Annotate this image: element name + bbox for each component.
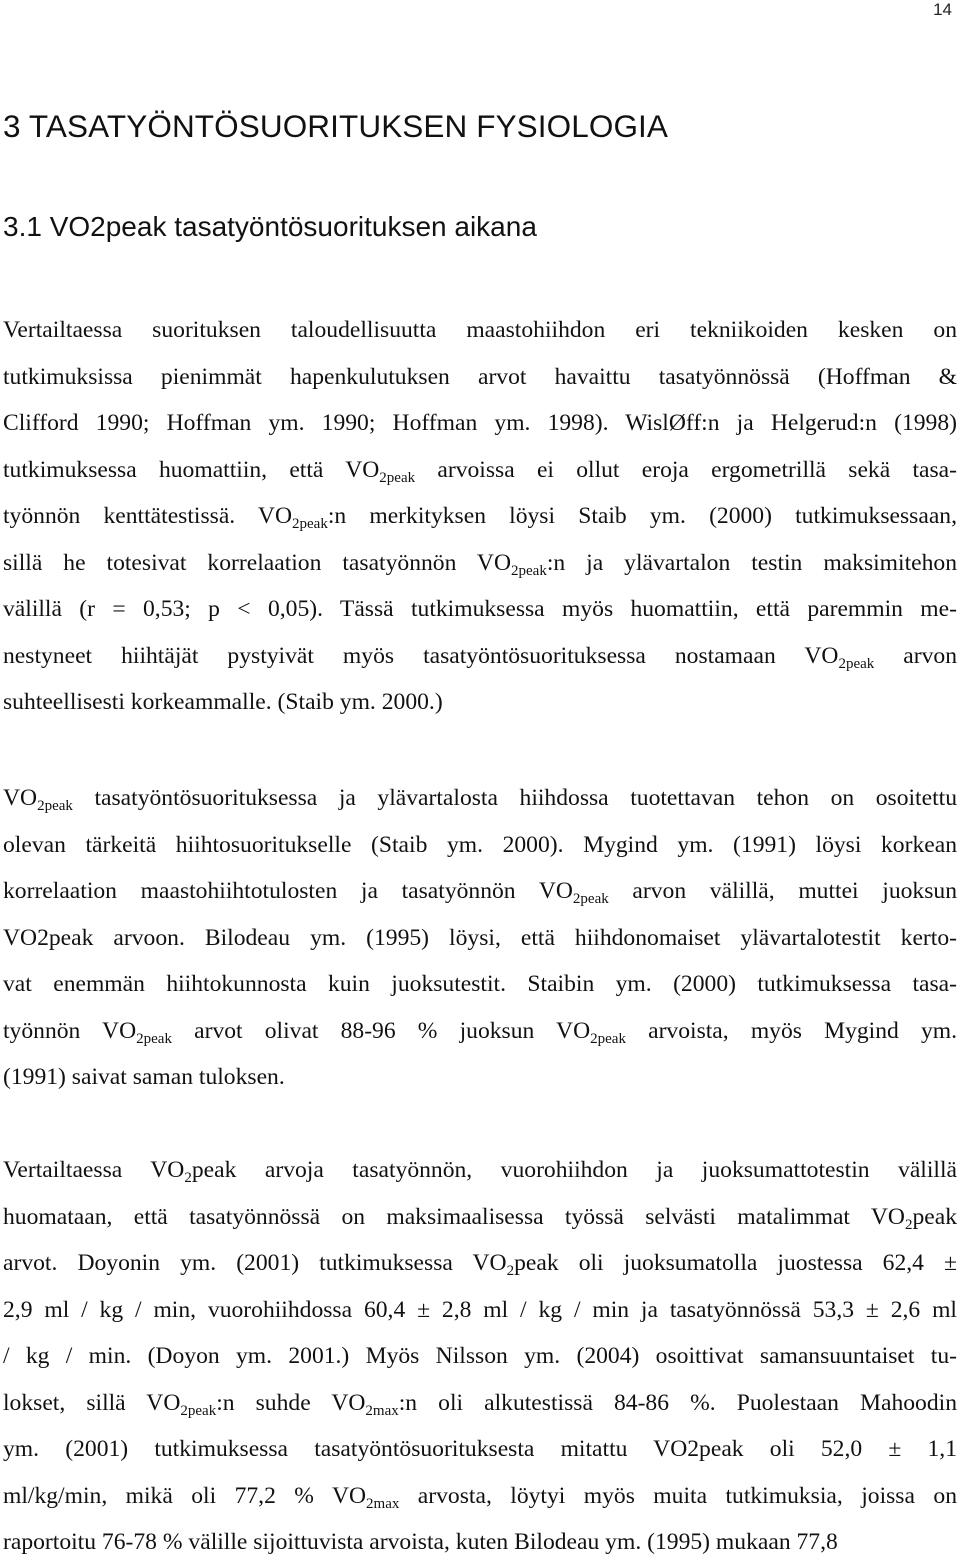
text-run: sillä he totesivat korrelaation tasatyönnön VO [3, 549, 512, 576]
text-run: arvon välillä, muttei juoksun [608, 878, 957, 904]
text-line [3, 400, 957, 446]
text-run: peak arvoja tasatyönnön, vuorohiihdon ja juoksumattotestin välillä [191, 1157, 957, 1183]
text-run: olevan tärkeitä hiihtosuoritukselle (Staib ym. 2000). Mygind ym. (1991) löysi korkean [3, 831, 957, 858]
text-run: työnnön kenttätestissä. VO [3, 503, 293, 529]
text-run: lokset, sillä VO [3, 1389, 181, 1416]
text-line [3, 1380, 957, 1426]
text-run: arvon [874, 642, 957, 669]
subscript: 2peak [838, 655, 875, 672]
subscript: 2peak [572, 891, 609, 907]
text-run: arvoista, myös Mygind ym. [625, 1017, 958, 1044]
text-run: ym. (2001) tutkimuksessa tasatyöntösuorituksesta mitattu VO2peak oli 52,0 ± 1,1 [3, 1436, 957, 1462]
text-run: :n ja ylävartalon testin maksimitehon [546, 549, 958, 576]
subscript: 2peak [180, 1402, 217, 1419]
text-line [3, 1054, 957, 1100]
text-line [3, 1333, 957, 1379]
text-line [3, 307, 957, 353]
text-line [3, 1287, 957, 1333]
text-line [3, 586, 957, 632]
subscript: 2peak [379, 469, 416, 486]
subscript: 2peak [37, 798, 73, 814]
section-heading: 3.1 VO2peak tasatyöntösuorituksen aikana [3, 211, 537, 242]
subscript: 2peak [590, 1030, 626, 1047]
text-line [3, 1426, 957, 1472]
text-run: Vertailtaessa suorituksen taloudellisuutta maastohiihdon eri tekniikoiden kesken on [3, 317, 957, 343]
subscript: 2peak [136, 1030, 172, 1047]
text-run: korrelaation maastohiihtotulosten ja tasatyönnön VO [3, 878, 573, 904]
text-run: Vertailtaessa VO [3, 1157, 185, 1183]
text-run: arvot. Doyonin ym. (2001) tutkimuksessa VO [3, 1250, 507, 1276]
text-run: peak [912, 1203, 957, 1230]
subscript: 2peak [511, 562, 547, 579]
text-run: tutkimuksessa huomattiin, että VO [3, 456, 380, 483]
text-line [3, 868, 957, 914]
text-line [3, 1240, 957, 1286]
subscript: 2 [184, 1170, 192, 1186]
text-run: vat enemmän hiihtokunnosta kuin juoksutestit. Staibin ym. (2000) tutkimuksessa tasa- [3, 971, 957, 997]
text-line [3, 915, 957, 961]
text-run: tasatyöntösuorituksessa ja ylävartalosta hiihdossa tuotettavan tehon on osoitettu [72, 785, 957, 811]
text-run: VO2peak arvoon. Bilodeau ym. (1995) löysi, että hiihdonomaiset ylävartalotestit kerto- [3, 924, 957, 951]
subscript: 2 [506, 1263, 515, 1279]
text-run: Clifford 1990; Hoffman ym. 1990; Hoffman ym. 1998). WislØff:n ja Helgerud:n (1998) [3, 410, 957, 436]
text-run: välillä (r = 0,53; p < 0,05). Tässä tutkimuksessa myös huomattiin, että paremmin me- [3, 596, 957, 622]
text-run: VO [3, 785, 38, 811]
text-line [3, 633, 957, 679]
text-run: :n oli alkutestissä 84-86 %. Puolestaan Mahoodin [398, 1389, 957, 1416]
text-line [3, 1147, 957, 1193]
text-run: arvosta, löytyi myös muita tutkimuksia, joissa on [399, 1482, 957, 1509]
chapter-heading: 3 TASATYÖNTÖSUORITUKSEN FYSIOLOGIA [3, 108, 669, 144]
text-run: suhteellisesti korkeammalle. (Staib ym. 2000.) [3, 689, 443, 715]
text-line [3, 540, 957, 586]
text-run: nestyneet hiihtäjät pystyivät myös tasatyöntösuorituksessa nostamaan VO [3, 642, 839, 669]
text-run: peak oli juoksumatolla juostessa 62,4 ± [514, 1250, 957, 1276]
text-run: :n suhde VO [216, 1389, 366, 1416]
text-run: (1991) saivat saman tuloksen. [3, 1064, 285, 1090]
text-run: / kg / min. (Doyon ym. 2001.) Myös Nilsson ym. (2004) osoittivat samansuuntaiset tu- [3, 1343, 957, 1369]
text-line [3, 822, 957, 868]
text-run: raportoitu 76-78 % välille sijoittuvista arvoista, kuten Bilodeau ym. (1995) mukaan 77,8 [3, 1529, 838, 1555]
text-line [3, 1473, 957, 1519]
text-line [3, 447, 957, 493]
text-line [3, 354, 957, 400]
subscript: 2max [366, 1495, 400, 1512]
text-line [3, 1194, 957, 1240]
page-number: 14 [933, 0, 952, 19]
text-run: arvot olivat 88-96 % juoksun VO [171, 1017, 591, 1044]
text-run: :n merkityksen löysi Staib ym. (2000) tutkimuksessaan, [327, 503, 957, 529]
text-run: huomataan, että tasatyönnössä on maksimaalisessa työssä selvästi matalimmat VO [3, 1203, 905, 1230]
text-line [3, 493, 957, 539]
text-line [3, 775, 957, 821]
text-line [3, 961, 957, 1007]
text-run: työnnön VO [3, 1017, 137, 1044]
subscript: 2max [365, 1402, 399, 1419]
text-run: ml/kg/min, mikä oli 77,2 % VO [3, 1482, 367, 1509]
text-line [3, 1008, 957, 1054]
text-run: arvoissa ei ollut eroja ergometrillä sekä tasa- [415, 456, 957, 483]
text-run: tutkimuksissa pienimmät hapenkulutuksen arvot havaittu tasatyönnössä (Hoffman & [3, 363, 957, 390]
text-run: 2,9 ml / kg / min, vuorohiihdossa 60,4 ± 2,8 ml / kg / min ja tasatyönnössä 53,3 ± 2,6 ml [3, 1296, 957, 1323]
subscript: 2 [904, 1216, 913, 1233]
text-line [3, 1519, 957, 1565]
text-line [3, 679, 957, 725]
subscript: 2peak [292, 516, 328, 532]
